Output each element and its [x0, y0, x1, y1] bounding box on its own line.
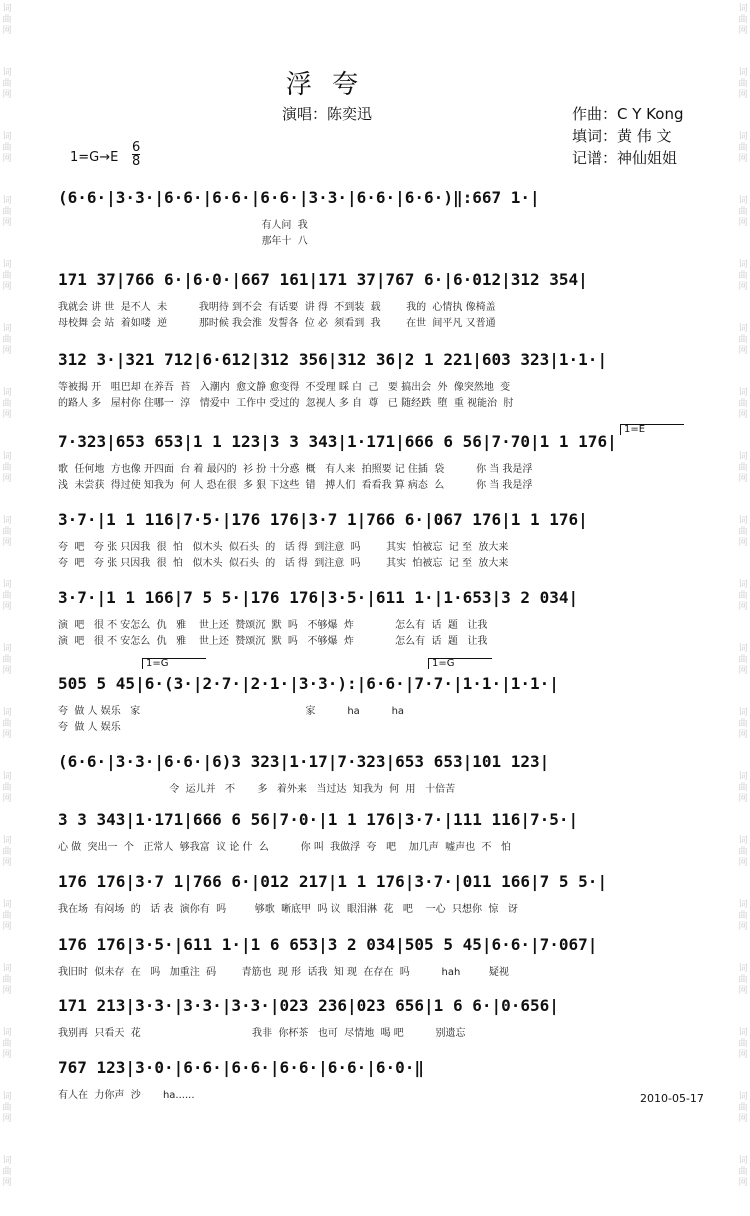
watermark-text: 词曲网 — [738, 196, 748, 228]
watermark-text: 词曲网 — [738, 516, 748, 548]
watermark-text: 词曲网 — [2, 132, 12, 164]
watermark-text: 词曲网 — [2, 1092, 12, 1124]
notation-line: 3·7·|1 1 116|7·5·|176 176|3·7 1|766 6·|067 176|1 1 176| — [58, 510, 588, 529]
watermark-text: 词曲网 — [738, 836, 748, 868]
watermark-text: 词曲网 — [738, 644, 748, 676]
watermark-text: 词曲网 — [738, 4, 748, 36]
watermark-text: 词曲网 — [738, 580, 748, 612]
lyric-line: 夸 做 人 娱乐 家 家 ha ha — [58, 706, 405, 717]
watermark-text: 词曲网 — [738, 68, 748, 100]
watermark-text: 词曲网 — [738, 1028, 748, 1060]
lyric-line: 有人在 力你声 沙 ha...... — [58, 1090, 195, 1101]
lyric-line: 我旧时 似未存 在 吗 加重注 码 青筋也 现 形 话我 知 现 在存在 吗 hah 疑视 — [58, 967, 509, 978]
watermark-left — [0, 0, 14, 1188]
lyric-line: 心 做 突出一 个 正常人 够我富 议 论 什 么 你 叫 我做浮 夸 吧 加几声 嘘声也 不 怕 — [58, 842, 512, 853]
lyric-line: 歌 任何地 方也像 开四面 台 着 最闪的 衫 扮 十分惑 概 有人来 拍照要 记 住插 袋 你 当 我是浮 — [58, 464, 533, 475]
volta-2 — [142, 658, 206, 669]
watermark-text: 词曲网 — [2, 388, 12, 420]
lyric-line: 我在场 有闷场 的 话 表 演你有 吗 够歌 晰底甲 吗 议 眼泪淋 花 吧 一心 只想你 惊 讶 — [58, 904, 518, 915]
lyric-line: 有人问 我 — [58, 220, 308, 231]
watermark-text: 词曲网 — [2, 1156, 12, 1188]
watermark-text: 词曲网 — [2, 68, 12, 100]
notation-line: 767 123|3·0·|6·6·|6·6·|6·6·|6·6·|6·0·‖ — [58, 1058, 425, 1077]
notation-line: (6·6·|3·3·|6·6·|6·6·|6·6·|3·3·|6·6·|6·6·)‖:667 1·| — [58, 188, 540, 207]
meter-top: 6 — [132, 140, 141, 155]
composer-credit: 作曲：C Y Kong — [572, 105, 684, 123]
lyric-line: 我别再 只看天 花 我非 你杯茶 也可 尽情地 喝 吧 别遗忘 — [58, 1028, 466, 1039]
notation-line: 171 213|3·3·|3·3·|3·3·|023 236|023 656|1 6 6·|0·656| — [58, 996, 559, 1015]
watermark-text: 词曲网 — [738, 708, 748, 740]
lyric-line: 我就会 讲 世 是不人 未 我明待 到不会 有话要 讲 得 不到装 载 我的 心情执 像椅盖 — [58, 302, 496, 313]
lyric-line: 等被揭 开 咀巴却 在养吾 苔 入潮内 愈文静 愈变得 不受理 睬 白 己 要 搞出会 外 像突然地 变 — [58, 382, 511, 393]
watermark-text: 词曲网 — [2, 516, 12, 548]
watermark-text: 词曲网 — [738, 900, 748, 932]
watermark-text: 词曲网 — [738, 964, 748, 996]
song-title: 浮 夸 — [285, 70, 365, 100]
watermark-text: 词曲网 — [738, 1092, 748, 1124]
volta-3 — [428, 658, 492, 669]
lyric-line: 母校舞 会 站 着如喽 逆 那时候 我会淮 发誓各 位 必 须看到 我 在世 间平凡 又普通 — [58, 318, 496, 329]
lyric-line: 令 运儿并 不 多 着外来 当过达 知我为 何 用 十倍苦 — [58, 784, 456, 795]
time-signature — [132, 141, 140, 168]
watermark-text: 词曲网 — [738, 324, 748, 356]
transcriber-credit: 记谱：神仙姐姐 — [572, 149, 678, 167]
watermark-text: 词曲网 — [2, 644, 12, 676]
watermark-text: 词曲网 — [738, 452, 748, 484]
lyric-line: 夸 吧 夸 张 只因我 很 怕 似木头 似石头 的 话 得 到注意 吗 其实 怕被忘 记 至 放大来 — [58, 558, 509, 569]
watermark-text: 词曲网 — [738, 772, 748, 804]
watermark-text: 词曲网 — [2, 1028, 12, 1060]
watermark-text: 词曲网 — [2, 900, 12, 932]
notation-line: 312 3·|321 712|6·612|312 356|312 36|2 1 221|603 323|1·1·| — [58, 350, 608, 369]
notation-line: 171 37|766 6·|6·0·|667 161|171 37|767 6·|6·012|312 354| — [58, 270, 588, 289]
notation-line: 7·323|653 653|1 1 123|3 3 343|1·171|666 6 56|7·70|1 1 176| — [58, 432, 617, 451]
watermark-text: 词曲网 — [2, 580, 12, 612]
volta-label-2: 1=G — [146, 658, 169, 669]
watermark-text: 词曲网 — [2, 196, 12, 228]
watermark-text: 词曲网 — [2, 260, 12, 292]
meter-bottom: 8 — [132, 154, 141, 169]
singer-credit: 演唱：陈奕迅 — [282, 105, 373, 123]
lyricist-credit: 填词：黄 伟 文 — [572, 127, 672, 145]
notation-line: 176 176|3·5·|611 1·|1 6 653|3 2 034|505 5 45|6·6·|7·067| — [58, 935, 598, 954]
lyric-line: 夸 吧 夸 张 只因我 很 怕 似木头 似石头 的 话 得 到注意 吗 其实 怕被忘 记 至 放大来 — [58, 542, 509, 553]
watermark-text: 词曲网 — [738, 1156, 748, 1188]
notation-line: 176 176|3·7 1|766 6·|012 217|1 1 176|3·7·|011 166|7 5 5·| — [58, 872, 608, 891]
notation-line: 505 5 45|6·(3·|2·7·|2·1·|3·3·):|6·6·|7·7·|1·1·|1·1·| — [58, 674, 559, 693]
lyric-line: 那年十 八 — [58, 236, 308, 247]
watermark-text: 词曲网 — [738, 260, 748, 292]
volta-label-3: 1=G — [432, 658, 455, 669]
watermark-text: 词曲网 — [2, 324, 12, 356]
lyric-line: 的路人 多 屋村你 住哪一 淳 情爱中 工作中 受过的 忽视人 多 自 尊 已 随经跌 堕 重 视能治 肘 — [58, 398, 514, 409]
volta-label-1: 1=E — [624, 424, 646, 435]
key-signature: 1=G→E — [70, 150, 119, 165]
watermark-text: 词曲网 — [738, 388, 748, 420]
watermark-text: 词曲网 — [2, 452, 12, 484]
lyric-line: 夸 做 人 娱乐 — [58, 722, 121, 733]
watermark-text: 词曲网 — [2, 836, 12, 868]
watermark-text: 词曲网 — [2, 964, 12, 996]
watermark-right — [736, 0, 750, 1188]
notation-line: (6·6·|3·3·|6·6·|6)3 323|1·17|7·323|653 653|101 123| — [58, 752, 550, 771]
transcription-date: 2010-05-17 — [640, 1092, 704, 1105]
watermark-text: 词曲网 — [2, 4, 12, 36]
watermark-text: 词曲网 — [2, 708, 12, 740]
lyric-line: 浅 未尝获 得过使 知我为 何 人 恐在很 多 狠 下这些 错 搏人们 看看我 算 病态 么 你 当 我是浮 — [58, 480, 533, 491]
watermark-text: 词曲网 — [2, 772, 12, 804]
watermark-text: 词曲网 — [738, 132, 748, 164]
lyric-line: 演 吧 很 不 安怎么 仇 雅 世上还 赞颂沉 默 吗 不够爆 炸 怎么有 话 题 让我 — [58, 636, 488, 647]
notation-line: 3·7·|1 1 166|7 5 5·|176 176|3·5·|611 1·|1·653|3 2 034| — [58, 588, 579, 607]
lyric-line: 演 吧 很 不 安怎么 仇 雅 世上还 赞颂沉 默 吗 不够爆 炸 怎么有 话 题 让我 — [58, 620, 488, 631]
notation-line: 3 3 343|1·171|666 6 56|7·0·|1 1 176|3·7·|111 116|7·5·| — [58, 810, 579, 829]
